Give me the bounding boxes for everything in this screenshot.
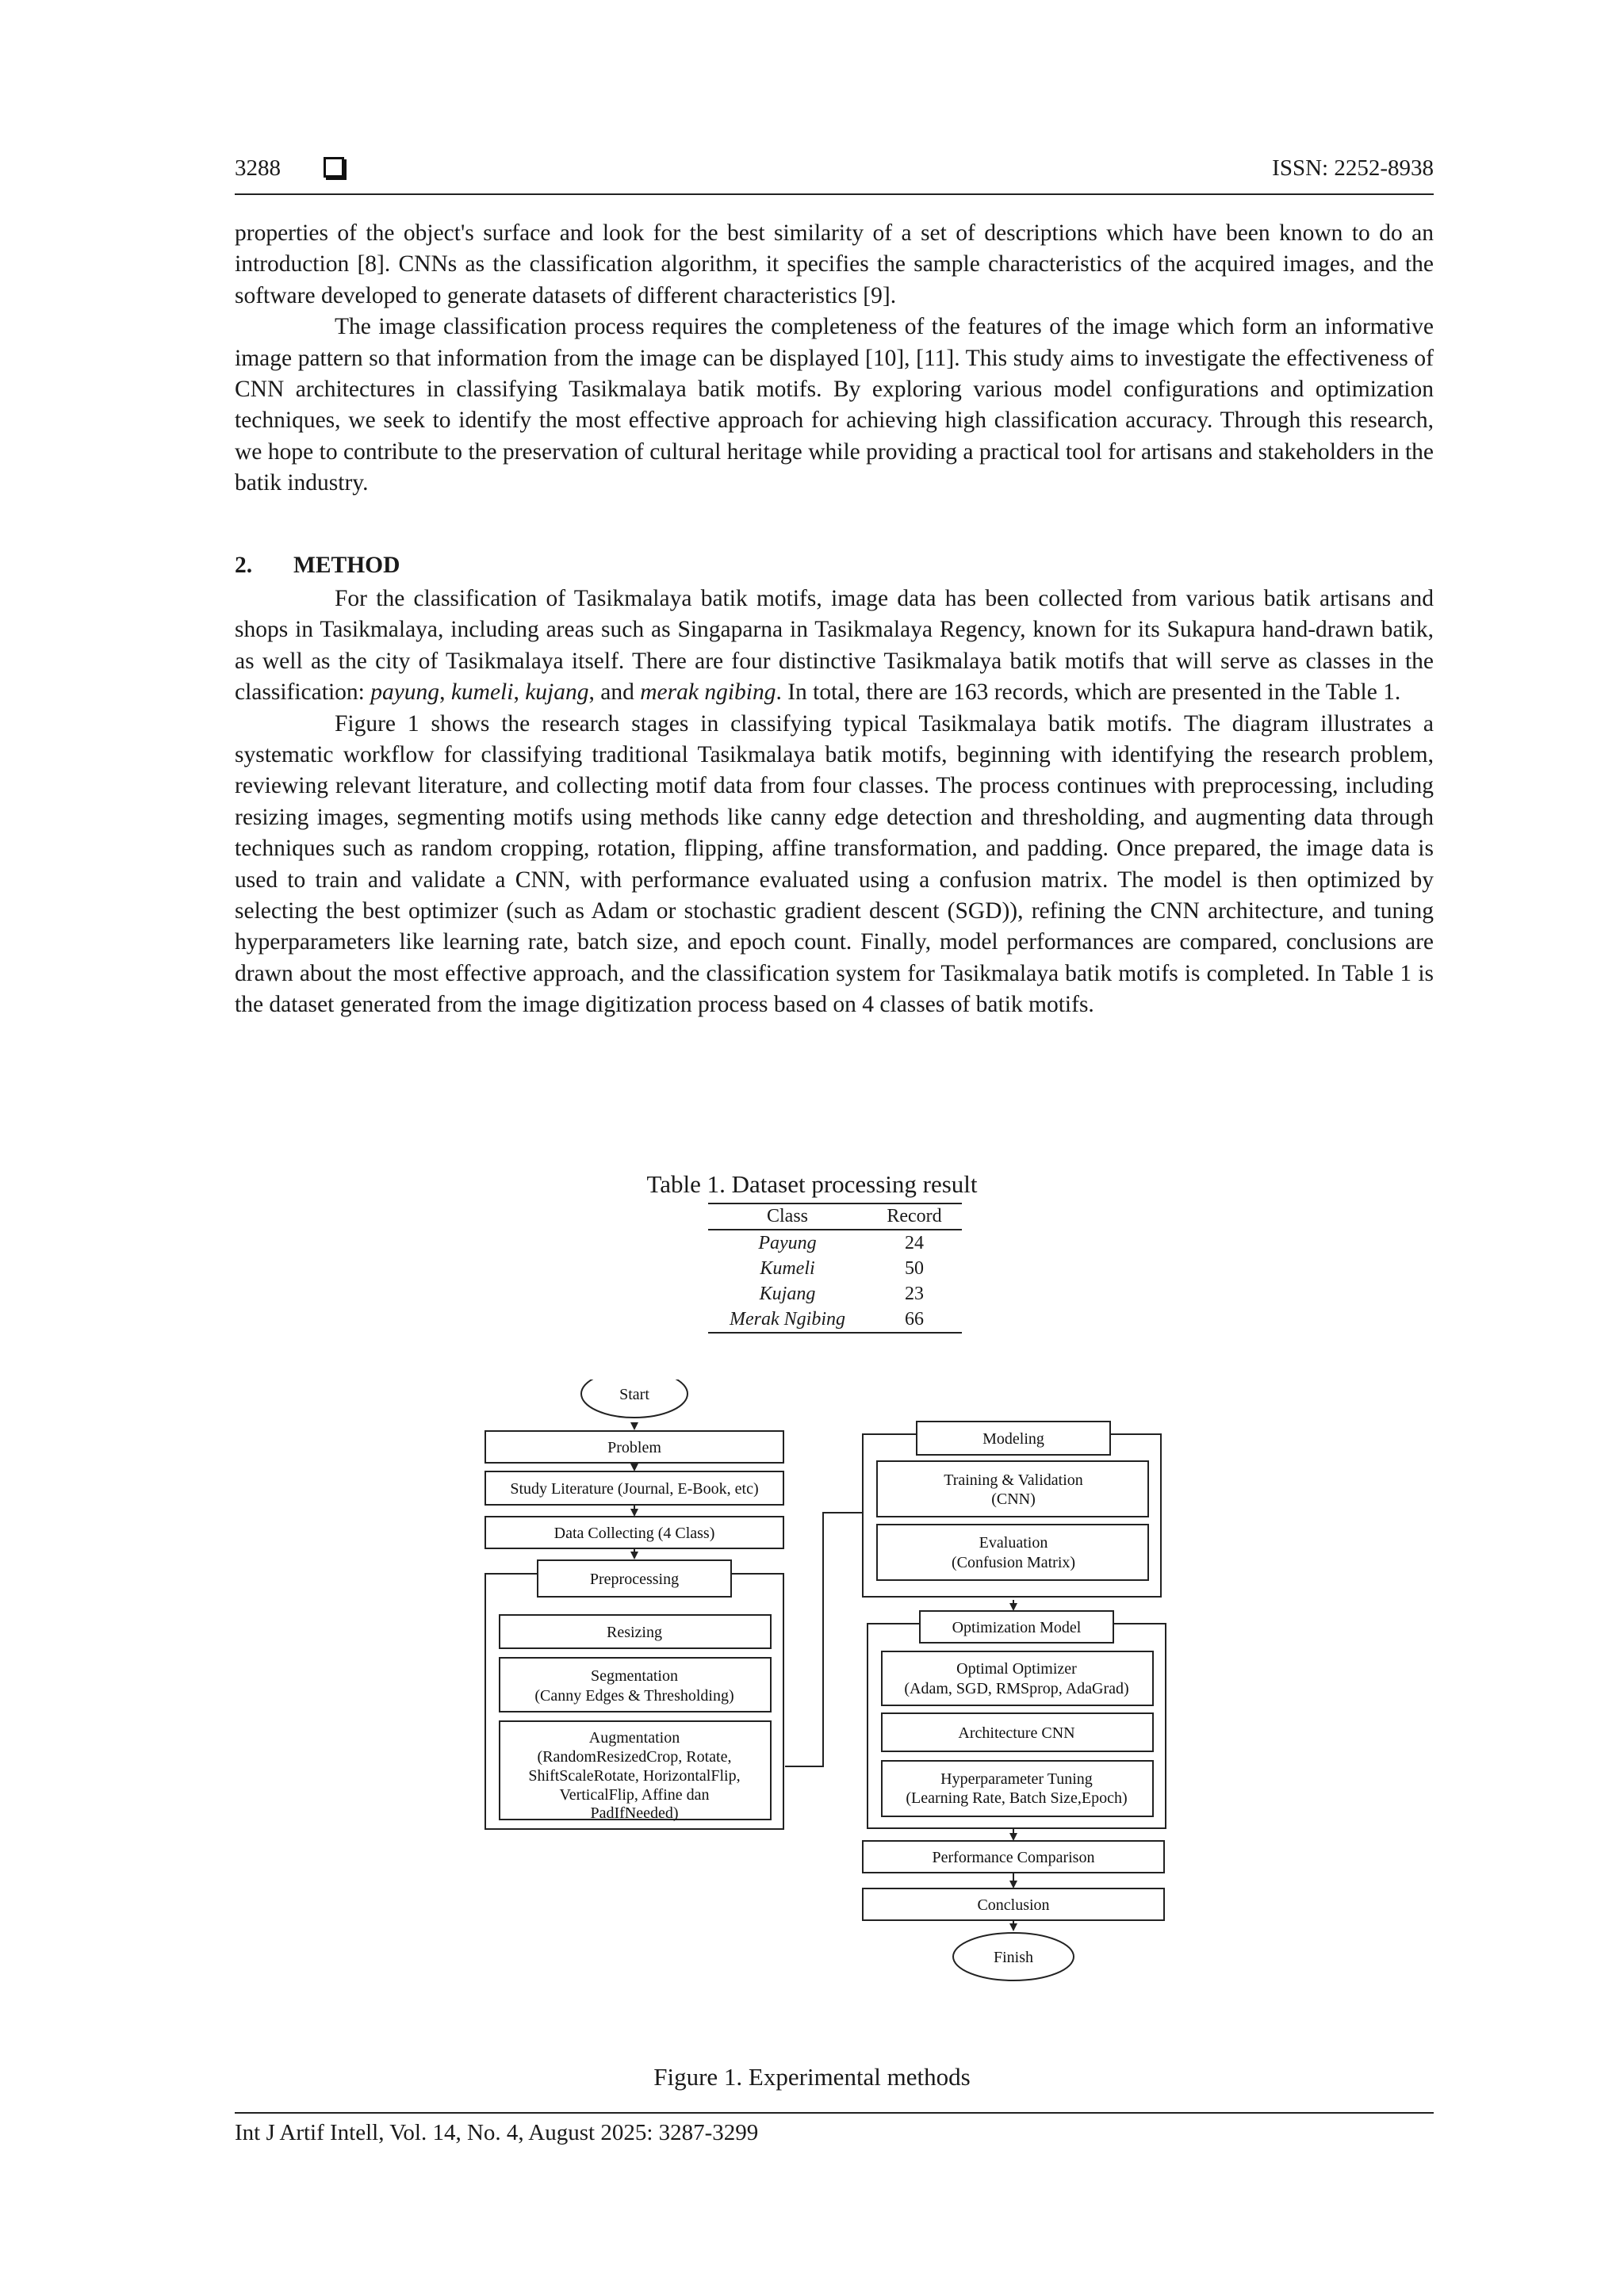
record-cell: 50	[905, 1258, 924, 1279]
table-row	[708, 1307, 962, 1333]
dataset-table	[708, 1203, 962, 1334]
training-label: Training & Validation	[944, 1471, 1083, 1489]
page-header	[235, 155, 1434, 195]
page-footer: Int J Artif Intell, Vol. 14, No. 4, August 2025: 3287-3299	[235, 2112, 1434, 2146]
tuning-method-label: (Learning Rate, Batch Size,Epoch)	[906, 1789, 1128, 1807]
page-number: 3288	[235, 155, 281, 181]
tuning-label: Hyperparameter Tuning	[940, 1770, 1093, 1788]
text-run: ,	[439, 679, 451, 706]
figure-caption: Figure 1. Experimental methods	[653, 2063, 971, 2091]
comparison-label: Performance Comparison	[932, 1849, 1095, 1866]
text-run: ,	[513, 679, 526, 706]
issn: ISSN: 2252-8938	[1272, 155, 1434, 181]
augmentation-label: Augmentation	[588, 1729, 680, 1747]
finish-label: Finish	[993, 1949, 1034, 1966]
architecture-label: Architecture CNN	[958, 1724, 1075, 1742]
record-cell: 66	[905, 1309, 924, 1330]
table-row	[708, 1256, 962, 1281]
collecting-label: Data Collecting (4 Class)	[553, 1525, 715, 1542]
class-name: merak ngibing	[640, 679, 776, 706]
table-row	[708, 1281, 962, 1307]
class-cell: Kumeli	[760, 1258, 815, 1279]
square-bullet-icon	[324, 157, 344, 178]
augmentation-method-label: PadIfNeeded)	[590, 1804, 679, 1822]
start-label: Start	[619, 1386, 649, 1403]
table-header-row	[708, 1203, 962, 1230]
segmentation-label: Segmentation	[591, 1667, 678, 1685]
problem-label: Problem	[607, 1439, 661, 1456]
evaluation-box	[877, 1525, 1148, 1580]
evaluation-label: Evaluation	[979, 1534, 1048, 1552]
class-name: kumeli	[450, 679, 514, 706]
method-text	[235, 584, 1434, 1021]
modeling-label: Modeling	[982, 1430, 1044, 1448]
literature-label: Study Literature (Journal, E-Book, etc)	[510, 1480, 759, 1498]
paragraph: properties of the object's surface and look for the best similarity of a set of descriptions which have been known to do an introduction [8]. CNNs as the classification algorithm, it specifies the sample characteristics of the acquired images, and the software developed to generate datasets of different characteristics [9].	[235, 220, 1434, 308]
class-cell: Merak Ngibing	[730, 1309, 845, 1330]
optimization-label: Optimization Model	[952, 1619, 1082, 1636]
record-cell: 23	[905, 1284, 924, 1304]
paragraph	[235, 584, 1434, 709]
paragraph: The image classification process requires the completeness of the features of the image which form an informative image pattern so that information from the image can be displayed [10], [11]. This study aims to investigate the effectiveness of CNN architectures in classifying Tasikmalaya batik motifs. By exploring various model configurations and optimization techniques, we seek to identify the most effective approach for achieving high classification accuracy. Through this research, we hope to contribute to the preservation of cultural heritage while providing a practical tool for artisans and stakeholders in the batik industry.	[235, 314, 1434, 496]
section-heading	[235, 553, 400, 579]
paragraph: Figure 1 shows the research stages in classifying typical Tasikmalaya batik motifs. The diagram illustrates a systematic workflow for classifying traditional Tasikmalaya batik motifs, beginning with identifying the research problem, reviewing relevant literature, and collecting motif data from four classes. The process continues with preprocessing, including resizing images, segmenting motifs using methods like canny edge detection and thresholding, and augmenting data through techniques such as random cropping, rotation, flipping, affine transformation, and padding. Once prepared, the image data is used to train and validate a CNN, with performance evaluated using a confusion matrix. The model is then optimized by selecting the best optimizer (such as Adam or stochastic gradient descent (SGD)), refining the CNN architecture, and tuning hyperparameters like learning rate, batch size, and epoch count. Finally, model performances are compared, conclusions are drawn about the most effective approach, and the classification system for Tasikmalaya batik motifs is completed. In Table 1 is the dataset generated from the image digitization process based on 4 classes of batik motifs.	[235, 710, 1434, 1018]
class-name: payung	[370, 679, 440, 706]
evaluation-method-label: (Confusion Matrix)	[951, 1554, 1076, 1571]
flowchart	[476, 1380, 1189, 2045]
training-box	[877, 1461, 1148, 1517]
text-run: , and	[588, 679, 641, 706]
text-run: . In total, there are 163 records, which are presented in the Table 1.	[776, 679, 1401, 706]
augmentation-method-label: (RandomResizedCrop, Rotate,	[537, 1748, 732, 1766]
text-run: For the classification of Tasikmalaya batik motifs, image data has been collected from various batik artisans and shops in Tasikmalaya, including areas such as Singaparna in Tasikmalaya Regency, known for its Sukapura hand-drawn batik, as well as the city of Tasikmalaya itself. There are four distinctive Tasikmalaya batik motifs that will serve as classes in the classification:	[235, 586, 1434, 706]
training-method-label: (CNN)	[991, 1490, 1036, 1508]
optimizer-method-label: (Adam, SGD, RMSprop, AdaGrad)	[904, 1680, 1129, 1697]
class-cell: Kujang	[759, 1284, 816, 1304]
augmentation-method-label: ShiftScaleRotate, HorizontalFlip,	[528, 1767, 741, 1785]
conclusion-label: Conclusion	[977, 1896, 1050, 1914]
intro-text	[235, 218, 1434, 499]
section-title: METHOD	[293, 553, 400, 578]
class-name: kujang	[525, 679, 589, 706]
column-header: Class	[708, 1203, 867, 1230]
table-row	[708, 1230, 962, 1256]
preprocessing-label: Preprocessing	[589, 1571, 680, 1588]
tuning-box	[882, 1761, 1153, 1816]
section-number: 2.	[235, 553, 253, 578]
record-cell: 24	[905, 1233, 924, 1253]
column-header: Record	[867, 1203, 962, 1230]
optimizer-label: Optimal Optimizer	[956, 1660, 1077, 1678]
table-caption: Table 1. Dataset processing result	[646, 1170, 978, 1198]
augmentation-method-label: VerticalFlip, Affine dan	[559, 1786, 710, 1804]
segmentation-method-label: (Canny Edges & Thresholding)	[534, 1687, 734, 1705]
resizing-label: Resizing	[607, 1624, 662, 1641]
class-cell: Payung	[758, 1233, 817, 1253]
